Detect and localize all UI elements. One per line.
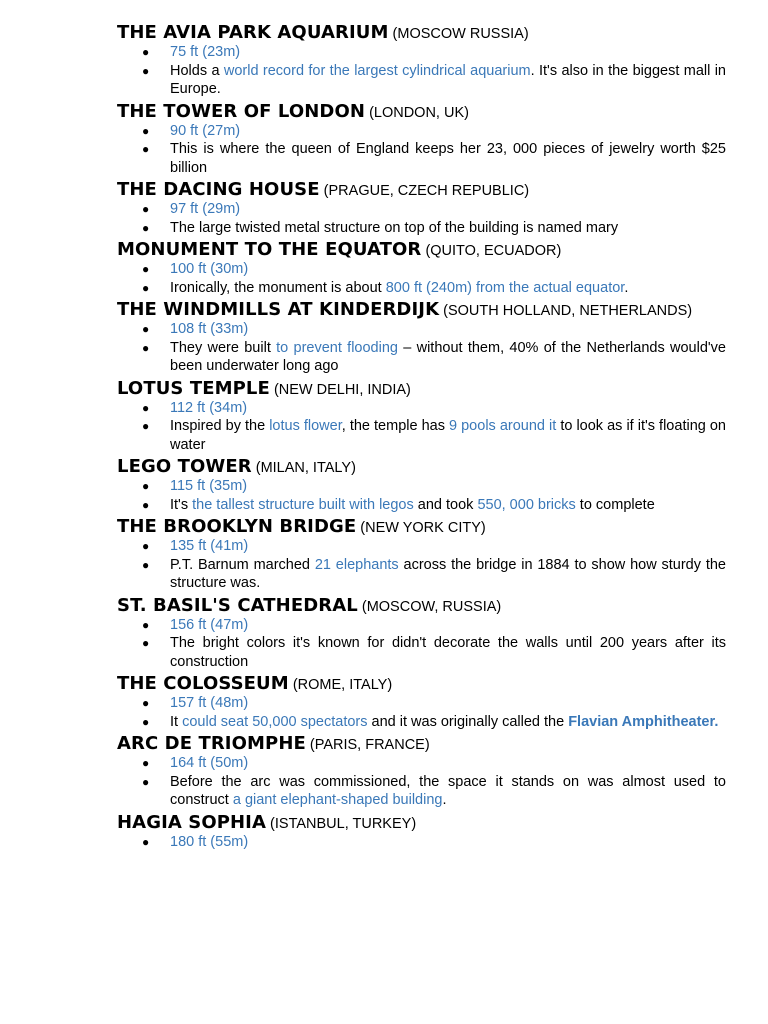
fact-link[interactable]: to prevent flooding xyxy=(276,339,398,356)
bullet-icon: ● xyxy=(142,774,150,789)
landmark-location: (MOSCOW RUSSIA) xyxy=(392,26,529,42)
fact-item xyxy=(142,62,726,99)
landmark-heading xyxy=(117,593,726,616)
landmark-name: THE AVIA PARK AQUARIUM xyxy=(117,22,389,43)
landmark-name: THE BROOKLYN BRIDGE xyxy=(117,516,357,537)
document-body xyxy=(117,20,726,851)
fact-text: The bright colors it's known for didn't decorate the walls until 200 years after its construction xyxy=(170,635,726,670)
bullet-icon: ● xyxy=(142,419,150,433)
fact-item xyxy=(142,634,726,671)
bullet-icon: ● xyxy=(142,617,150,632)
fact-list xyxy=(117,399,726,455)
landmark-section xyxy=(117,810,726,852)
height-item xyxy=(142,320,726,339)
fact-list xyxy=(117,833,726,852)
fact-text: . xyxy=(442,792,447,808)
bullet-icon: ● xyxy=(142,322,150,336)
height-link[interactable]: 90 ft (27m) xyxy=(170,122,241,139)
fact-list xyxy=(117,122,726,178)
landmark-heading xyxy=(117,514,726,537)
fact-text: Holds a xyxy=(170,62,224,79)
height-item xyxy=(142,43,726,62)
height-item xyxy=(142,122,726,141)
fact-text: . xyxy=(624,279,629,296)
landmark-heading xyxy=(117,20,726,43)
bullet-icon: ● xyxy=(142,340,150,355)
landmark-name: LEGO TOWER xyxy=(117,456,252,477)
bullet-icon: ● xyxy=(142,834,150,849)
height-link[interactable]: 115 ft (35m) xyxy=(170,478,248,494)
fact-link[interactable]: Flavian Amphitheater. xyxy=(568,713,719,730)
height-item xyxy=(142,477,726,496)
landmark-section xyxy=(117,731,726,810)
landmark-location: (ISTANBUL, TURKEY) xyxy=(270,815,417,832)
landmark-section xyxy=(117,20,726,99)
fact-text: , the temple has xyxy=(341,418,450,434)
fact-link[interactable]: a giant elephant-shaped building xyxy=(232,792,443,808)
landmark-heading xyxy=(117,810,726,833)
landmark-heading xyxy=(117,237,726,260)
fact-link[interactable]: could seat 50,000 spectators xyxy=(182,713,368,730)
fact-item xyxy=(142,713,726,732)
fact-link[interactable]: lotus flower xyxy=(269,418,342,434)
bullet-icon: ● xyxy=(142,497,150,512)
height-item xyxy=(142,754,726,773)
landmark-section xyxy=(117,297,726,376)
landmark-section xyxy=(117,593,726,672)
landmark-location: (SOUTH HOLLAND, NETHERLANDS) xyxy=(443,303,693,319)
height-link[interactable]: 135 ft (41m) xyxy=(170,538,249,554)
height-link[interactable]: 100 ft (30m) xyxy=(170,261,249,277)
landmark-name: LOTUS TEMPLE xyxy=(117,377,270,399)
fact-text: It's xyxy=(170,496,193,513)
landmark-heading xyxy=(117,671,726,694)
landmark-name: MONUMENT TO THE EQUATOR xyxy=(117,239,422,260)
landmark-section xyxy=(117,237,726,297)
bullet-icon: ● xyxy=(142,63,150,78)
fact-link[interactable]: 21 elephants xyxy=(314,556,399,573)
bullet-icon: ● xyxy=(142,262,150,276)
height-link[interactable]: 156 ft (47m) xyxy=(170,616,249,633)
fact-item xyxy=(142,279,726,298)
height-item xyxy=(142,200,726,219)
bullet-icon: ● xyxy=(142,696,150,710)
height-item xyxy=(142,260,726,279)
fact-list xyxy=(117,477,726,514)
height-link[interactable]: 164 ft (50m) xyxy=(170,755,249,771)
landmark-name: ARC DE TRIOMPHE xyxy=(117,733,306,754)
bullet-icon: ● xyxy=(142,539,150,553)
landmark-name: THE COLOSSEUM xyxy=(117,673,289,694)
height-item xyxy=(142,616,726,635)
landmark-heading xyxy=(117,376,726,399)
fact-item xyxy=(142,339,726,376)
landmark-heading xyxy=(117,454,726,477)
fact-text: Before the arc was commissioned, the space it stands on was almost used to construct xyxy=(170,773,726,808)
fact-list xyxy=(117,260,726,297)
landmark-location: (LONDON, UK) xyxy=(369,104,469,121)
landmark-name: THE DACING HOUSE xyxy=(117,179,320,200)
fact-text: to complete xyxy=(575,496,655,513)
fact-link[interactable]: 550, 000 bricks xyxy=(477,496,576,513)
height-link[interactable]: 180 ft (55m) xyxy=(170,833,249,850)
fact-list xyxy=(117,754,726,810)
landmark-heading xyxy=(117,177,726,200)
landmark-name: THE TOWER OF LONDON xyxy=(117,100,366,122)
bullet-icon: ● xyxy=(142,479,150,493)
fact-list xyxy=(117,320,726,376)
landmark-section xyxy=(117,99,726,178)
fact-link[interactable]: the tallest structure built with legos xyxy=(192,496,414,513)
landmark-section xyxy=(117,671,726,731)
landmark-location: (ROME, ITALY) xyxy=(292,677,393,693)
landmark-location: (NEW DELHI, INDIA) xyxy=(273,381,411,398)
landmark-location: (MOSCOW, RUSSIA) xyxy=(361,598,502,615)
fact-text: . It's also in the biggest mall in Europe. xyxy=(170,62,726,97)
fact-list xyxy=(117,200,726,237)
bullet-icon: ● xyxy=(142,636,150,650)
fact-text: – without them, 40% of the Netherlands would've been underwater long ago xyxy=(170,339,726,374)
bullet-icon: ● xyxy=(142,400,150,415)
bullet-icon: ● xyxy=(142,123,150,138)
fact-list xyxy=(117,694,726,731)
fact-link[interactable]: world record for the largest cylindrical aquarium xyxy=(223,62,531,79)
fact-item xyxy=(142,417,726,454)
fact-text: across the bridge in 1884 to show how sturdy the structure was. xyxy=(170,556,726,591)
height-item xyxy=(142,399,726,418)
fact-item xyxy=(142,140,726,177)
height-link[interactable]: 108 ft (33m) xyxy=(170,321,249,337)
fact-text: The large twisted metal structure on top of the building is named mary xyxy=(170,219,619,236)
landmark-location: (MILAN, ITALY) xyxy=(255,460,356,476)
landmark-section xyxy=(117,514,726,593)
landmark-location: (PRAGUE, CZECH REPUBLIC) xyxy=(323,183,530,199)
fact-item xyxy=(142,219,726,238)
height-link[interactable]: 75 ft (23m) xyxy=(170,44,241,60)
landmark-name: ST. BASIL'S CATHEDRAL xyxy=(117,594,358,616)
fact-text: to look as if it's floating on water xyxy=(170,418,726,453)
height-item xyxy=(142,833,726,852)
bullet-icon: ● xyxy=(142,756,150,770)
bullet-icon: ● xyxy=(142,202,150,216)
fact-text: Ironically, the monument is about xyxy=(170,279,386,296)
fact-item xyxy=(142,556,726,593)
fact-list xyxy=(117,616,726,672)
height-link[interactable]: 97 ft (29m) xyxy=(170,201,241,217)
fact-text: They were built xyxy=(170,339,277,356)
landmark-name: HAGIA SOPHIA xyxy=(117,811,267,833)
fact-text: Inspired by the xyxy=(170,418,270,434)
fact-item xyxy=(142,496,726,515)
fact-text: It xyxy=(170,713,183,730)
fact-text: P.T. Barnum marched xyxy=(170,556,315,573)
fact-item xyxy=(142,773,726,810)
fact-link[interactable]: 9 pools around it xyxy=(449,418,557,434)
fact-list xyxy=(117,43,726,99)
fact-link[interactable]: 800 ft (240m) from the actual equator xyxy=(385,279,625,296)
fact-text: This is where the queen of England keeps her 23, 000 pieces of jewelry worth $25 billion xyxy=(170,141,726,176)
bullet-icon: ● xyxy=(142,220,150,235)
landmark-section xyxy=(117,177,726,237)
bullet-icon: ● xyxy=(142,280,150,295)
landmark-section xyxy=(117,454,726,514)
height-item xyxy=(142,694,726,713)
height-item xyxy=(142,537,726,556)
bullet-icon: ● xyxy=(142,714,150,729)
bullet-icon: ● xyxy=(142,45,150,59)
bullet-icon: ● xyxy=(142,557,150,572)
landmark-heading xyxy=(117,297,726,320)
landmark-section xyxy=(117,376,726,455)
height-link[interactable]: 112 ft (34m) xyxy=(170,399,248,416)
landmark-location: (PARIS, FRANCE) xyxy=(309,737,430,753)
bullet-icon: ● xyxy=(142,142,150,156)
fact-text: and it was originally called the xyxy=(367,713,569,730)
fact-text: and took xyxy=(413,496,478,513)
height-link[interactable]: 157 ft (48m) xyxy=(170,695,249,711)
fact-list xyxy=(117,537,726,593)
landmark-location: (QUITO, ECUADOR) xyxy=(425,243,562,259)
landmark-name: THE WINDMILLS AT KINDERDIJK xyxy=(117,299,440,320)
landmark-heading xyxy=(117,99,726,122)
landmark-location: (NEW YORK CITY) xyxy=(360,520,486,536)
landmark-heading xyxy=(117,731,726,754)
